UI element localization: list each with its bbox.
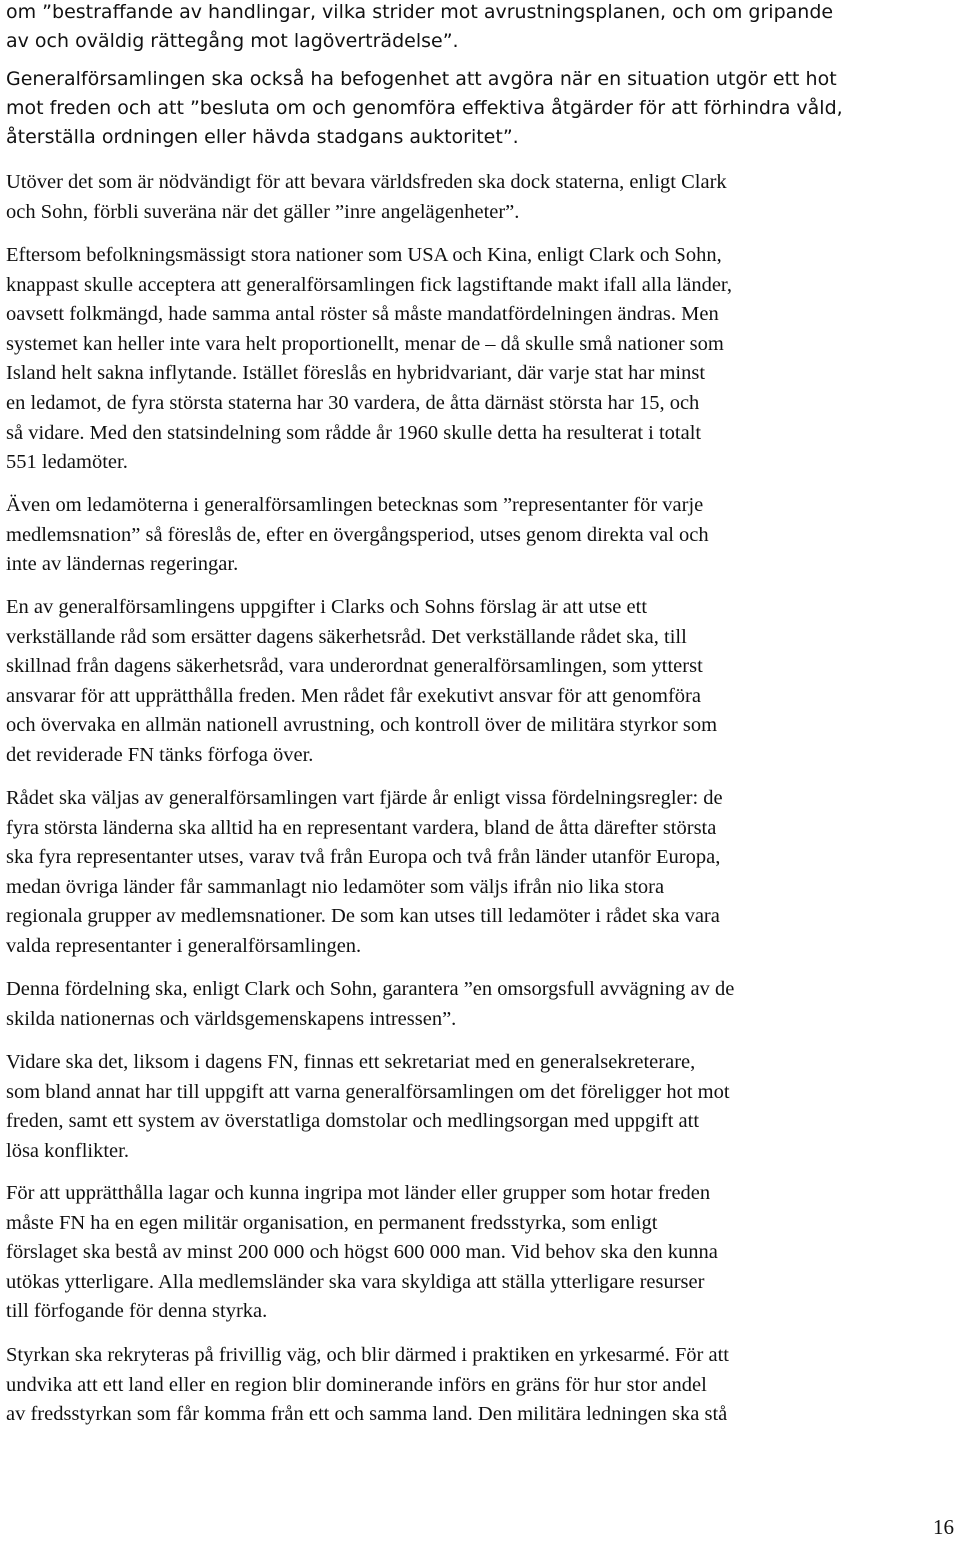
paragraph-2	[6, 65, 843, 153]
text-line: medlemsnation” så föreslås de, efter en övergångsperiod, utses genom direkta val och	[6, 523, 709, 546]
text-line: inte av ländernas regeringar.	[6, 553, 239, 576]
text-line: knappast skulle acceptera att generalförsamlingen fick lagstiftande makt ifall alla länder,	[6, 273, 733, 296]
paragraph-3	[6, 168, 727, 227]
text-line: måste FN ha en egen militär organisation, en permanent fredsstyrka, som enligt	[6, 1211, 658, 1234]
text-line: en ledamot, de fyra största staterna har 30 vardera, de åtta därnäst största har 15, och	[6, 391, 700, 414]
text-line: verkställande råd som ersätter dagens säkerhetsråd. Det verkställande rådet ska, till	[6, 625, 687, 648]
text-line: skillnad från dagens säkerhetsråd, vara underordnat generalförsamlingen, som ytterst	[6, 655, 703, 678]
text-line: av fredsstyrkan som får komma från ett och samma land. Den militära ledningen ska stå	[6, 1403, 728, 1426]
text-line: lösa konflikter.	[6, 1139, 129, 1162]
text-line: utökas ytterligare. Alla medlemsländer ska vara skyldiga att ställa ytterligare resurser	[6, 1270, 705, 1293]
text-line: Eftersom befolkningsmässigt stora nationer som USA och Kina, enligt Clark och Sohn,	[6, 244, 722, 266]
text-line: ska fyra representanter utses, varav två från Europa och två från länder utanför Europa,	[6, 846, 721, 869]
paragraph-6	[6, 593, 717, 771]
page-number: 16	[933, 1515, 954, 1539]
text-line: Även om ledamöterna i generalförsamlingen betecknas som ”representanter för varje	[6, 494, 704, 516]
text-line: fyra största länderna ska alltid ha en representant vardera, bland de åtta därefter största	[6, 816, 717, 839]
text-line: 551 ledamöter.	[6, 451, 128, 474]
text-line: regionala grupper av medlemsnationer. De som kan utses till ledamöter i rådet ska vara	[6, 905, 720, 928]
text-line: Rådet ska väljas av generalförsamlingen vart fjärde år enligt vissa fördelningsregler: de	[6, 787, 723, 809]
text-line: freden, samt ett system av överstatliga domstolar och medlingsorgan med uppgift att	[6, 1110, 700, 1133]
text-line: Generalförsamlingen ska också ha befogenhet att avgöra när en situation utgör ett hot	[6, 68, 837, 90]
paragraph-1	[6, 0, 833, 56]
text-line: undvika att ett land eller en region blir dominerande införs en gräns för hur stor andel	[6, 1373, 707, 1396]
text-line: till förfogande för denna styrka.	[6, 1300, 268, 1323]
text-line: som bland annat har till uppgift att varna generalförsamlingen om det föreligger hot mot	[6, 1080, 730, 1103]
paragraph-9	[6, 1048, 730, 1166]
text-line: återställa ordningen eller hävda stadgans auktoritet”.	[6, 126, 519, 149]
text-line: om ”bestraffande av handlingar, vilka strider mot avrustningsplanen, och om gripande	[6, 1, 834, 23]
text-line: mot freden och att ”besluta om och genomföra effektiva åtgärder för att förhindra våld,	[6, 97, 843, 120]
text-line: Island helt sakna inflytande. Istället föreslås en hybridvariant, där varje stat har minst	[6, 362, 706, 385]
text-line: och övervaka en allmän nationell avrustning, och kontroll över de militära styrkor som	[6, 714, 718, 737]
text-line: av och oväldig rättegång mot lagöverträdelse”.	[6, 30, 459, 52]
paragraph-7	[6, 784, 723, 962]
text-line: oavsett folkmängd, hade samma antal röster så måste mandatfördelningen ändras. Men	[6, 303, 719, 326]
text-line: Utöver det som är nödvändigt för att bevara världsfreden ska dock staterna, enligt Clark	[6, 171, 727, 193]
text-line: och Sohn, förbli suveräna när det gäller ”inre angelägenheter”.	[6, 200, 520, 223]
paragraph-8	[6, 975, 734, 1034]
paragraph-11	[6, 1341, 729, 1430]
paragraph-5	[6, 491, 709, 580]
text-line: Denna fördelning ska, enligt Clark och Sohn, garantera ”en omsorgsfull avvägning av de	[6, 978, 735, 1000]
paragraph-4	[6, 241, 732, 478]
text-line: systemet kan heller inte vara helt proportionellt, menar de – då skulle små nationer som	[6, 332, 724, 355]
text-line: så vidare. Med den statsindelning som rådde år 1960 skulle detta ha resulterat i totalt	[6, 421, 702, 444]
text-line: valda representanter i generalförsamlingen.	[6, 934, 362, 957]
text-line: En av generalförsamlingens uppgifter i Clarks och Sohns förslag är att utse ett	[6, 596, 648, 618]
paragraph-10	[6, 1179, 718, 1327]
text-line: Styrkan ska rekryteras på frivillig väg, och blir därmed i praktiken en yrkesarmé. För att	[6, 1344, 729, 1366]
text-line: medan övriga länder får sammanlagt nio ledamöter som väljs ifrån nio lika stora	[6, 875, 665, 898]
text-line: det reviderade FN tänks förfoga över.	[6, 743, 314, 766]
text-line: förslaget ska bestå av minst 200 000 och högst 600 000 man. Vid behov ska den kunna	[6, 1241, 718, 1264]
text-line: För att upprätthålla lagar och kunna ingripa mot länder eller grupper som hotar freden	[6, 1182, 711, 1204]
text-line: Vidare ska det, liksom i dagens FN, finnas ett sekretariat med en generalsekreterare,	[6, 1051, 696, 1073]
text-line: ansvarar för att upprätthålla freden. Men rådet får exekutivt ansvar för att genomföra	[6, 684, 701, 707]
text-line: skilda nationernas och världsgemenskapens intressen”.	[6, 1007, 457, 1030]
